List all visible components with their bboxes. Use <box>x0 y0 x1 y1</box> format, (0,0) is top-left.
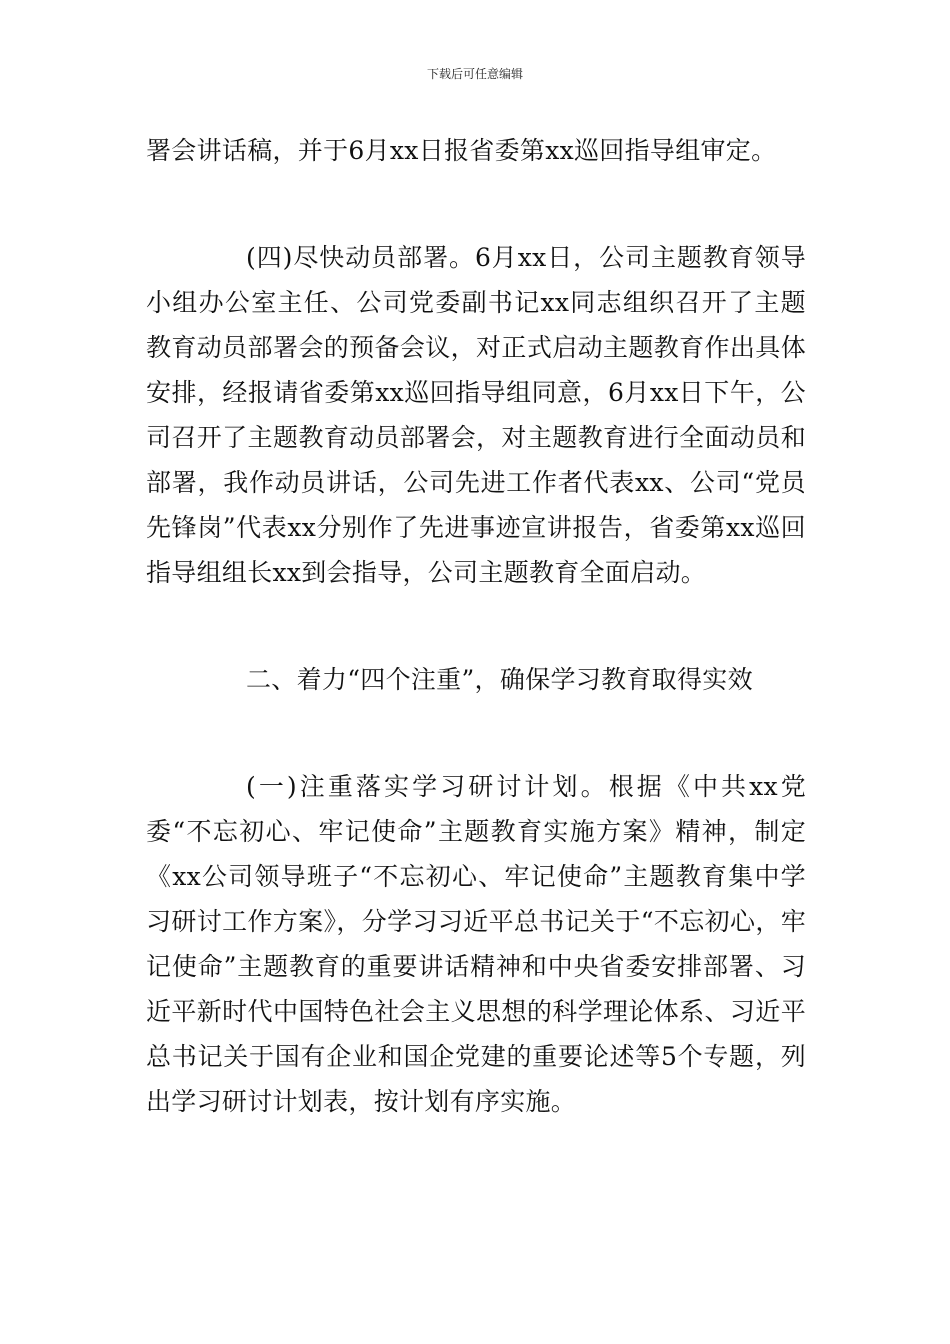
paragraph-continuation: 署会讲话稿，并于6月xx日报省委第xx巡回指导组审定。 <box>146 136 777 165</box>
section-heading: 二、着力“四个注重”，确保学习教育取得实效 <box>246 665 753 694</box>
page-header: 下载后可任意编辑 <box>426 67 523 81</box>
paragraph-gap <box>146 595 806 657</box>
paragraph-mobilization: (四)尽快动员部署。6月xx日，公司主题教育领导小组办公室主任、公司党委副书记xx同志组织召开了主题教育动员部署会的预备会议，对正式启动主题教育作出具体安排，经报请省委第xx巡回指导组同意，6月xx日下午，公司召开了主题教育动员部署会，对主题教育进行全面动员和部署，我作动员讲话，公司先进工作者代表xx、公司“党员先锋岗”代表xx分别作了先进事迹宣讲报告，省委第xx巡回指导组组长xx到会指导，公司主题教育全面启动。 <box>146 243 806 587</box>
document-body <box>146 128 806 1124</box>
paragraph-gap <box>146 702 806 764</box>
paragraph-gap <box>146 173 806 235</box>
paragraph-study-plan: (一)注重落实学习研讨计划。根据《中共xx党委“不忘初心、牢记使命”主题教育实施方案》精神，制定《xx公司领导班子“不忘初心、牢记使命”主题教育集中学习研讨工作方案》，分学习习近平总书记关于“不忘初心，牢记使命”主题教育的重要讲话精神和中央省委安排部署、习近平新时代中国特色社会主义思想的科学理论体系、习近平总书记关于国有企业和国企党建的重要论述等5个专题，列出学习研讨计划表，按计划有序实施。 <box>146 772 806 1116</box>
